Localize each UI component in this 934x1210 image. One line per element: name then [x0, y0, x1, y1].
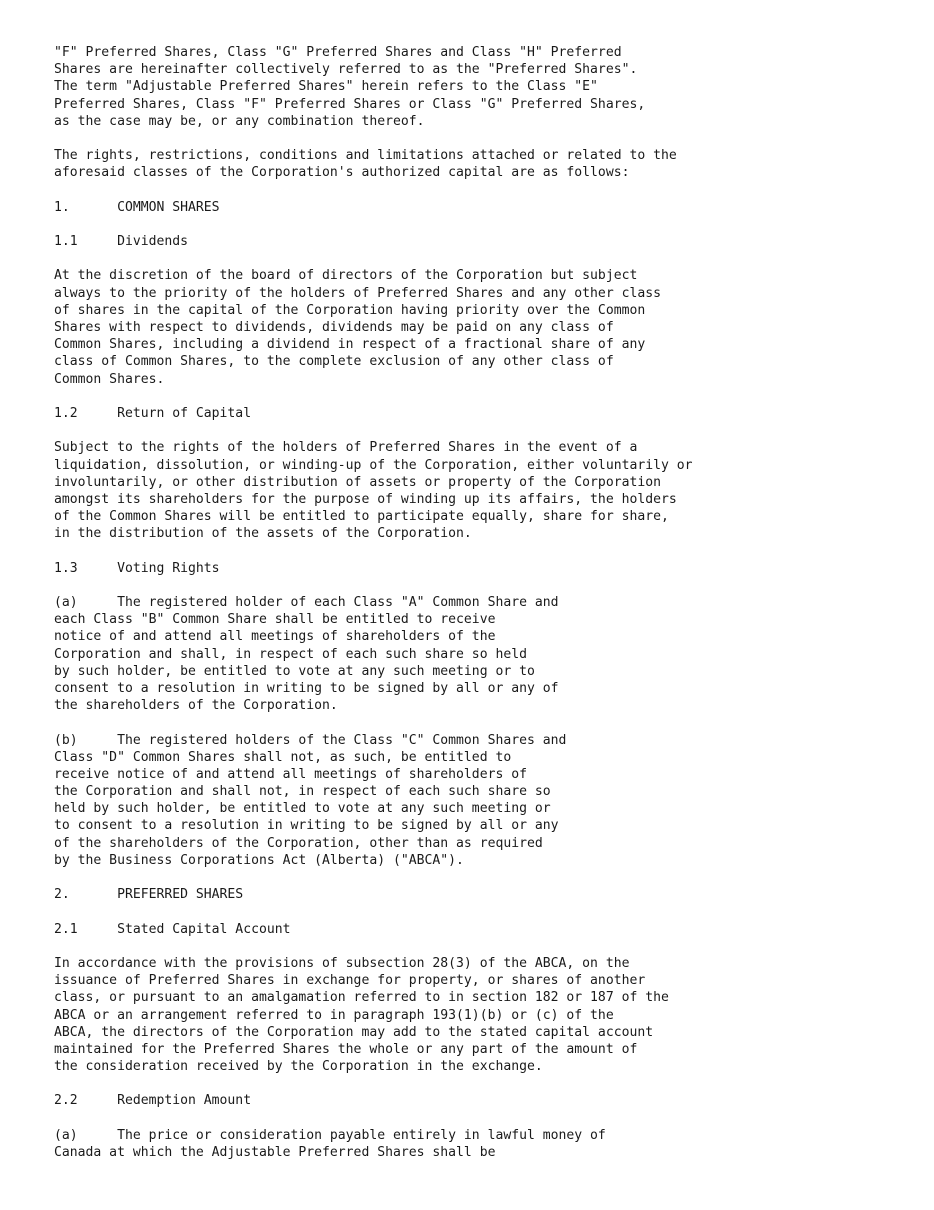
intro-paragraph [54, 44, 914, 130]
heading-2-1 [54, 921, 914, 938]
text-line: in the distribution of the assets of the Corporation. [54, 526, 472, 542]
heading-2-2 [54, 1092, 914, 1109]
text-line: maintained for the Preferred Shares the whole or any part of the amount of [54, 1041, 638, 1057]
text-line: Canada at which the Adjustable Preferred Shares shall be [54, 1145, 496, 1160]
text-line: notice of and attend all meetings of shareholders of the [54, 629, 496, 645]
text-line: by such holder, be entitled to vote at any such meeting or to [54, 663, 535, 679]
text-line: "F" Preferred Shares, Class "G" Preferred Shares and Class "H" Preferred [54, 45, 622, 60]
text-line: The term "Adjustable Preferred Shares" herein refers to the Class "E" [54, 79, 598, 95]
text-line: always to the priority of the holders of Preferred Shares and any other class [54, 285, 661, 301]
text-line: In accordance with the provisions of subsection 28(3) of the ABCA, on the [54, 955, 630, 971]
text-line: amongst its shareholders for the purpose of winding up its affairs, the holders [54, 491, 677, 507]
rights-paragraph [54, 147, 914, 181]
text-line: involuntarily, or other distribution of assets or property of the Corporation [54, 474, 661, 490]
heading-1-1 [54, 233, 914, 250]
text-line: Class "D" Common Shares shall not, as such, be entitled to [54, 749, 512, 765]
stated-capital-paragraph [54, 955, 914, 1075]
dividends-paragraph [54, 267, 914, 387]
text-line: consent to a resolution in writing to be signed by all or any of [54, 680, 559, 696]
text-line: 2.1 Stated Capital Account [54, 921, 291, 937]
text-line: (b) The registered holders of the Class "C" Common Shares and [54, 732, 567, 748]
text-line: At the discretion of the board of directors of the Corporation but subject [54, 268, 638, 284]
heading-1-2 [54, 405, 914, 422]
text-line: the Corporation and shall not, in respect of each such share so [54, 784, 551, 800]
text-line: held by such holder, be entitled to vote at any such meeting or [54, 801, 551, 817]
text-line: Common Shares. [54, 371, 165, 387]
text-line: aforesaid classes of the Corporation's authorized capital are as follows: [54, 165, 630, 181]
text-line: receive notice of and attend all meetings of shareholders of [54, 766, 527, 782]
text-line: 1. COMMON SHARES [54, 199, 220, 215]
text-line: 1.3 Voting Rights [54, 560, 220, 576]
text-line: to consent to a resolution in writing to be signed by all or any [54, 818, 559, 834]
text-line: 2. PREFERRED SHARES [54, 887, 244, 903]
redemption-a-paragraph [54, 1127, 914, 1161]
text-line: by the Business Corporations Act (Alberta) ("ABCA"). [54, 852, 464, 868]
text-line: the consideration received by the Corporation in the exchange. [54, 1059, 543, 1075]
text-line: (a) The registered holder of each Class "A" Common Share and [54, 595, 559, 610]
text-line: Subject to the rights of the holders of Preferred Shares in the event of a [54, 440, 638, 456]
text-line: ABCA or an arrangement referred to in paragraph 193(1)(b) or (c) of the [54, 1007, 614, 1023]
text-line: each Class "B" Common Share shall be entitled to receive [54, 612, 496, 628]
return-of-capital-paragraph [54, 439, 914, 542]
text-line: of shares in the capital of the Corporation having priority over the Common [54, 302, 646, 318]
voting-b-paragraph [54, 732, 914, 870]
text-line: (a) The price or consideration payable entirely in lawful money of [54, 1127, 606, 1143]
voting-a-paragraph [54, 594, 914, 714]
heading-1 [54, 199, 914, 216]
text-line: class, or pursuant to an amalgamation referred to in section 182 or 187 of the [54, 990, 669, 1006]
text-line: 1.1 Dividends [54, 234, 189, 250]
text-line: ABCA, the directors of the Corporation may add to the stated capital account [54, 1024, 654, 1040]
text-line: as the case may be, or any combination thereof. [54, 113, 425, 129]
heading-2 [54, 886, 914, 903]
text-line: of the shareholders of the Corporation, other than as required [54, 835, 543, 851]
text-line: class of Common Shares, to the complete exclusion of any other class of [54, 354, 614, 370]
text-line: issuance of Preferred Shares in exchange for property, or shares of another [54, 973, 646, 989]
text-line: Shares with respect to dividends, dividends may be paid on any class of [54, 320, 614, 335]
text-line: liquidation, dissolution, or winding-up of the Corporation, either voluntarily or [54, 457, 693, 473]
text-line: Common Shares, including a dividend in respect of a fractional share of any [54, 337, 646, 353]
heading-1-3 [54, 560, 914, 577]
document-body [54, 44, 914, 1178]
text-line: The rights, restrictions, conditions and limitations attached or related to the [54, 148, 677, 164]
text-line: 1.2 Return of Capital [54, 405, 252, 421]
text-line: 2.2 Redemption Amount [54, 1093, 252, 1109]
text-line: of the Common Shares will be entitled to participate equally, share for share, [54, 509, 669, 525]
text-line: Preferred Shares, Class "F" Preferred Shares or Class "G" Preferred Shares, [54, 96, 646, 112]
text-line: Shares are hereinafter collectively referred to as the "Preferred Shares". [54, 62, 638, 78]
text-line: Corporation and shall, in respect of each such share so held [54, 646, 527, 662]
text-line: the shareholders of the Corporation. [54, 698, 338, 714]
